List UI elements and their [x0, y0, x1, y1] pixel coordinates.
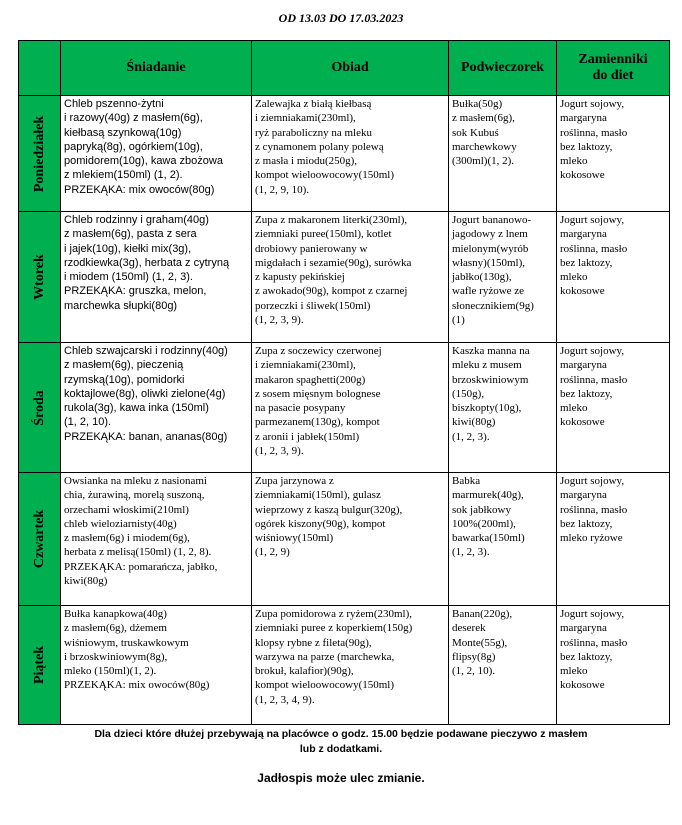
lunch-cell [252, 96, 449, 212]
breakfast-cell [61, 606, 252, 725]
day-cell-tuesday [19, 212, 61, 343]
snack-cell [449, 343, 557, 473]
snack-text: Babka marmurek(40g), sok jabłkowy 100%(200ml), bawarka(150ml) (1, 2, 3). [452, 475, 525, 559]
footer-note: Dla dzieci które dłużej przebywają na placówce o godz. 15.00 będzie podawane pieczywo z masłem lub z dodatkami. [94, 728, 588, 755]
day-row-monday [19, 96, 670, 212]
menu-table [18, 40, 670, 725]
snack-text: Jogurt bananowo- jagodowy z lnem mielonym(wyrób własny)(150ml), jabłko(130g), wafle ryżowe ze słonecznikiem(9g) (1) [452, 214, 534, 327]
snack-cell [449, 473, 557, 606]
lunch-text: Zupa z makaronem literki(230ml), ziemniaki puree(150ml), kotlet drobiowy panierowany w migdałach i sezamie(90g), surówka z kapusty pekińskiej z awokado(90g), kompot z czarnej porzeczki i śliwek(150ml) (1, 2, 3, 9). [255, 214, 412, 327]
diet-text: Jogurt sojowy, margaryna roślinna, masło bez laktozy, mleko kokosowe [560, 214, 628, 298]
diet-cell [557, 606, 670, 725]
snack-text: Kaszka manna na mleku z musem brzoskwiniowym (150g), biszkopty(10g), kiwi(80g) (1, 2, 3). [452, 345, 530, 443]
snack-cell [449, 96, 557, 212]
diet-cell [557, 343, 670, 473]
day-label: Środa [31, 389, 47, 426]
breakfast-cell [61, 212, 252, 343]
lunch-cell [252, 606, 449, 725]
snack-text: Banan(220g), deserek Monte(55g), flipsy(8g) (1, 2, 10). [452, 608, 513, 678]
menu-date-range: OD 13.03 DO 17.03.2023 [278, 11, 404, 25]
breakfast-cell [61, 96, 252, 212]
day-cell-wednesday [19, 343, 61, 473]
day-label: Wtorek [31, 254, 47, 300]
lunch-cell [252, 343, 449, 473]
day-row-thursday [19, 473, 670, 606]
header-corner [19, 41, 61, 96]
breakfast-text: Chleb rodzinny i graham(40g) z masłem(6g), pasta z sera i jajek(10g), kiełki mix(3g), rzodkiewka(3g), herbata z cytryną i miodem (150ml) (1, 2, 3). PRZEKĄKA: gruszka, melon, marchewka słupki(80g) [64, 214, 230, 312]
day-cell-monday [19, 96, 61, 212]
day-row-friday [19, 606, 670, 725]
diet-cell [557, 473, 670, 606]
breakfast-text: Owsianka na mleku z nasionami chia, żurawiną, morelą suszoną, orzechami włoskimi(210ml) chleb wieloziarnisty(40g) z masłem(6g) i miodem(6g), herbata z melisą(150ml) (1, 2, 8). PRZEKĄKA: pomarańcza, jabłko, kiwi(80g) [64, 475, 218, 588]
diet-text: Jogurt sojowy, margaryna roślinna, masło bez laktozy, mleko kokosowe [560, 608, 628, 692]
snack-text: Bułka(50g) z masłem(6g), sok Kubuś marchewkowy (300ml)(1, 2). [452, 98, 517, 168]
header-breakfast: Śniadanie [61, 41, 252, 96]
lunch-cell [252, 212, 449, 343]
breakfast-text: Bułka kanapkowa(40g) z masłem(6g), dżemem wiśniowym, truskawkowym i brzoskwiniowym(8g), mleko (150ml)(1, 2). PRZEKĄKA: mix owoców(80g) [64, 608, 210, 692]
breakfast-cell [61, 473, 252, 606]
day-cell-thursday [19, 473, 61, 606]
diet-text: Jogurt sojowy, margaryna roślinna, masło bez laktozy, mleko kokosowe [560, 345, 628, 429]
day-label: Piątek [31, 645, 47, 685]
day-row-wednesday [19, 343, 670, 473]
day-label: Poniedziałek [31, 115, 47, 192]
header-snack: Podwieczorek [449, 41, 557, 96]
snack-cell [449, 606, 557, 725]
diet-text: Jogurt sojowy, margaryna roślinna, masło bez laktozy, mleko kokosowe [560, 98, 628, 182]
lunch-text: Zalewajka z białą kiełbasą i ziemniakami(230ml), ryż paraboliczny na mleku z cynamonem polany polewą z masła i miodu(250g), kompot wieloowocowy(150ml) (1, 2, 9, 10). [255, 98, 395, 196]
diet-cell [557, 212, 670, 343]
lunch-text: Zupa jarzynowa z ziemniakami(150ml), gulasz wieprzowy z kaszą bulgur(320g), ogórek kiszony(90g), kompot wiśniowy(150ml) (1, 2, 9) [255, 475, 403, 559]
breakfast-text: Chleb pszenno-żytni i razowy(40g) z masłem(6g), kiełbasą szynkową(10g) papryką(8g), ogórkiem(10g), pomidorem(10g), kawa zbożowa z mlekiem(150ml) (1, 2). PRZEKĄKA: mix owoców(80g) [64, 98, 223, 196]
lunch-text: Zupa pomidorowa z ryżem(230ml), ziemniaki puree z koperkiem(150g) klopsy rybne z fileta(90g), warzywa na parze (marchewka, brokuł, kalafior)(90g), kompot wieloowocowy(150ml) (1, 2, 3, 4, 9). [255, 608, 413, 706]
header-diet-substitutes: Zamienniki do diet [557, 41, 670, 96]
diet-text: Jogurt sojowy, margaryna roślinna, masło bez laktozy, mleko ryżowe [560, 475, 628, 545]
lunch-cell [252, 473, 449, 606]
lunch-text: Zupa z soczewicy czerwonej i ziemniakami(230ml), makaron spaghetti(200g) z sosem mięsnym bolognese na pasacie posypany parmezanem(130g), kompot z aronii i jabłek(150ml) (1, 2, 3, 9). [255, 345, 382, 458]
header-row [19, 41, 670, 96]
header-lunch: Obiad [252, 41, 449, 96]
footer-warning: Jadłospis może ulec zmianie. [257, 771, 425, 785]
day-cell-friday [19, 606, 61, 725]
snack-cell [449, 212, 557, 343]
diet-cell [557, 96, 670, 212]
day-row-tuesday [19, 212, 670, 343]
breakfast-cell [61, 343, 252, 473]
breakfast-text: Chleb szwajcarski i rodzinny(40g) z masłem(6g), pieczenią rzymską(10g), pomidorki koktajlowe(8g), oliwki zielone(4g) rukola(3g), kawa inka (150ml) (1, 2, 10). PRZEKĄKA: banan, ananas(80g) [64, 345, 228, 443]
day-label: Czwartek [31, 509, 47, 569]
